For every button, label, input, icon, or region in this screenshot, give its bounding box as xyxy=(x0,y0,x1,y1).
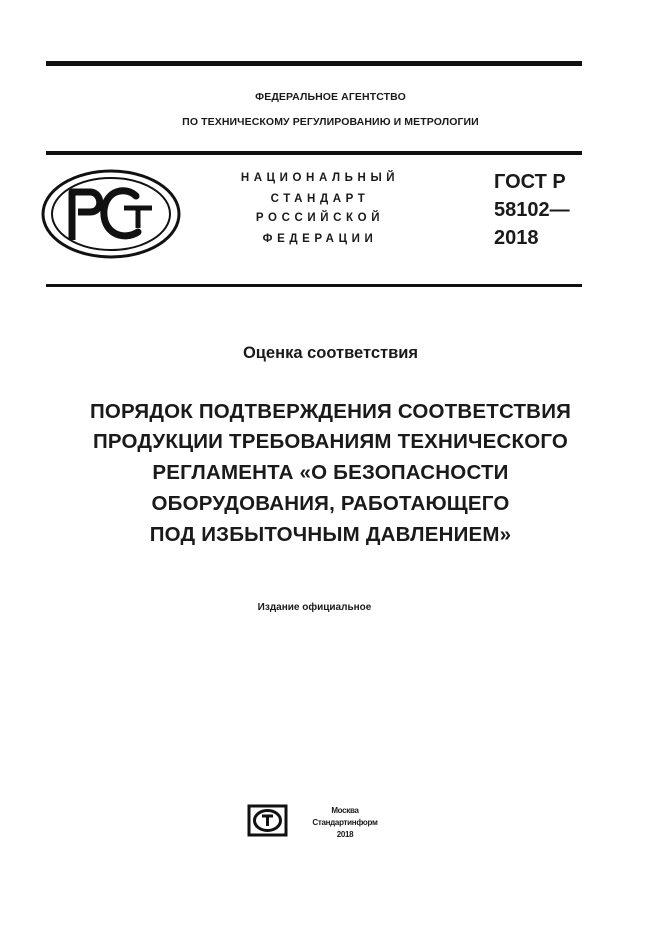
publisher-city: Москва xyxy=(331,806,359,815)
national-line-1: НАЦИОНАЛЬНЫЙ xyxy=(240,172,400,184)
designation-line-1: ГОСТ Р xyxy=(494,171,566,193)
subject-heading: Оценка соответствия xyxy=(242,344,419,362)
title-line-3: РЕГЛАМЕНТА «О БЕЗОПАСНОСТИ xyxy=(152,461,509,484)
top-rule xyxy=(46,61,582,66)
title-line-2: ПРОДУКЦИИ ТРЕБОВАНИЯМ ТЕХНИЧЕСКОГО xyxy=(92,430,569,453)
rst-circle-logo-icon xyxy=(40,168,182,260)
agency-line-2: ПО ТЕХНИЧЕСКОМУ РЕГУЛИРОВАНИЮ И МЕТРОЛОГИИ xyxy=(182,116,479,128)
national-line-3: РОССИЙСКОЙ xyxy=(255,212,385,224)
title-line-5: ПОД ИЗБЫТОЧНЫМ ДАВЛЕНИЕМ» xyxy=(149,523,512,546)
header-rule xyxy=(46,151,582,155)
agency-line-1: ФЕДЕРАЛЬНОЕ АГЕНТСТВО xyxy=(255,91,406,103)
block-rule xyxy=(46,284,582,287)
title-line-1: ПОРЯДОК ПОДТВЕРЖДЕНИЯ СООТВЕТСТВИЯ xyxy=(89,400,572,423)
designation-line-2: 58102— xyxy=(494,199,570,221)
national-line-4: ФЕДЕРАЦИИ xyxy=(262,233,378,245)
title-line-4: ОБОРУДОВАНИЯ, РАБОТАЮЩЕГО xyxy=(151,492,510,515)
publisher-year: 2018 xyxy=(336,830,354,839)
standartinform-logo-icon xyxy=(247,804,288,837)
national-line-2: СТАНДАРТ xyxy=(270,193,370,205)
designation-line-3: 2018 xyxy=(494,227,539,249)
edition-label: Издание официальное xyxy=(257,602,372,613)
publisher-name: Стандартинформ xyxy=(312,818,378,827)
